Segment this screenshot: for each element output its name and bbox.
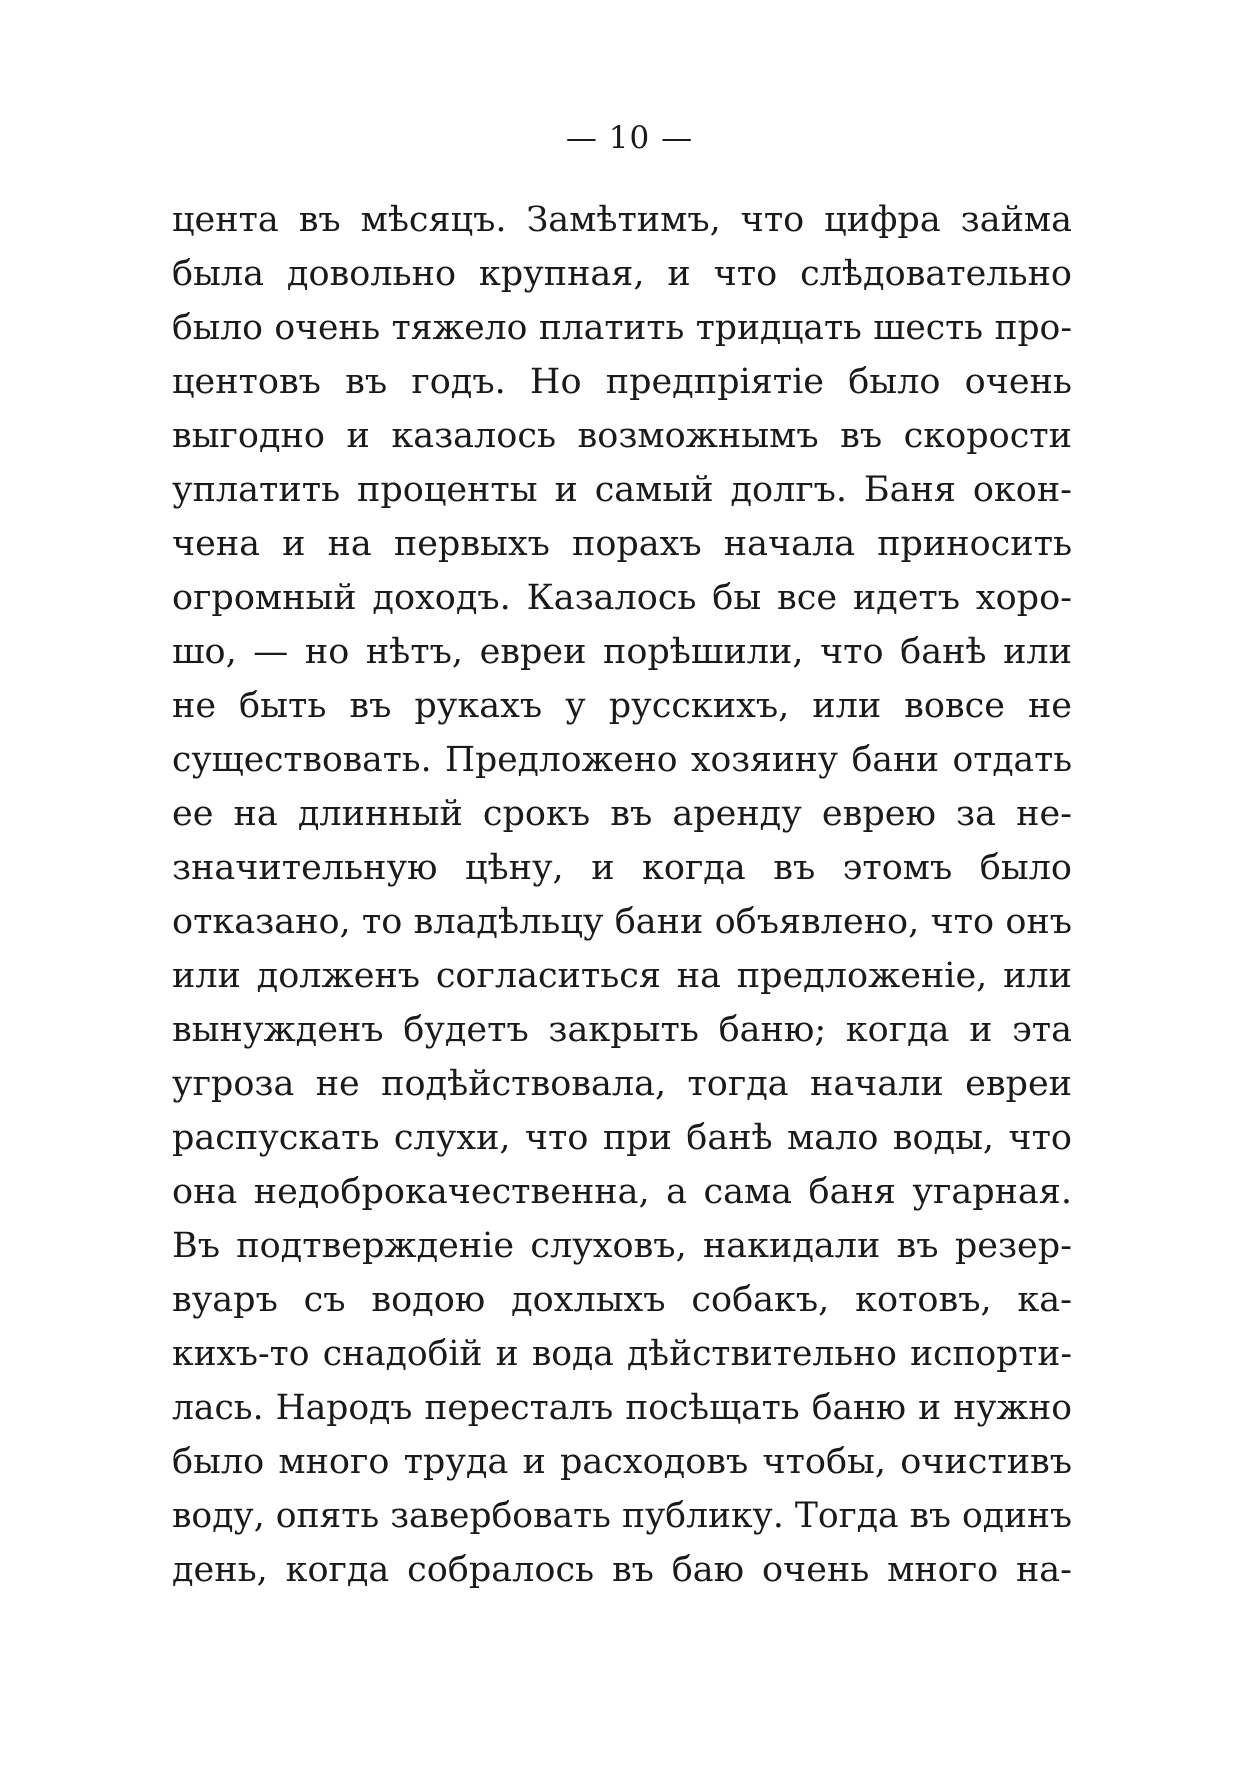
text-line: вынужденъ будетъ закрыть баню; когда и эта bbox=[172, 1010, 1072, 1050]
text-line: огромный доходъ. Казалось бы все идетъ хоро- bbox=[172, 578, 1072, 618]
text-line: было очень тяжело платить тридцать шесть про- bbox=[172, 308, 1072, 348]
text-line: или долженъ согласиться на предложеніе, или bbox=[172, 956, 1072, 996]
text-line: выгодно и казалось возможнымъ въ скорости bbox=[172, 416, 1072, 456]
text-line: воду, опять завербовать публику. Тогда въ одинъ bbox=[172, 1496, 1072, 1536]
page-number: — 10 — bbox=[565, 120, 694, 156]
text-line: Въ подтвержденіе слуховъ, накидали въ резер- bbox=[172, 1226, 1072, 1266]
text-line: она недоброкачественна, а сама баня угарная. bbox=[172, 1172, 1072, 1212]
text-line: уплатить проценты и самый долгъ. Баня окон- bbox=[172, 470, 1072, 510]
text-line: лась. Народъ пересталъ посѣщать баню и нужно bbox=[172, 1388, 1072, 1428]
text-line: кихъ-то снадобій и вода дѣйствительно испорти- bbox=[172, 1334, 1072, 1374]
text-line: не быть въ рукахъ у русскихъ, или вовсе не bbox=[172, 686, 1072, 726]
text-line: чена и на первыхъ порахъ начала приносить bbox=[172, 524, 1072, 564]
text-line: центовъ въ годъ. Но предпріятіе было очень bbox=[172, 362, 1072, 402]
text-line: было много труда и расходовъ чтобы, очистивъ bbox=[172, 1442, 1072, 1482]
text-line: существовать. Предложено хозяину бани отдать bbox=[172, 740, 1072, 780]
text-line: цента въ мѣсяцъ. Замѣтимъ, что цифра займа bbox=[172, 200, 1072, 240]
text-line: день, когда собралось въ баю очень много на- bbox=[172, 1550, 1072, 1590]
text-line: шо, — но нѣтъ, евреи порѣшили, что банѣ или bbox=[172, 632, 1072, 672]
text-line: распускать слухи, что при банѣ мало воды, что bbox=[172, 1118, 1072, 1158]
text-line: значительную цѣну, и когда въ этомъ было bbox=[172, 848, 1072, 888]
text-line: отказано, то владѣльцу бани объявлено, что онъ bbox=[172, 902, 1072, 942]
body-text bbox=[172, 193, 1072, 1597]
text-line: вуаръ съ водою дохлыхъ собакъ, котовъ, ка- bbox=[172, 1280, 1072, 1320]
text-line: ее на длинный срокъ въ аренду еврею за не- bbox=[172, 794, 1072, 834]
text-line: угроза не подѣйствовала, тогда начали евреи bbox=[172, 1064, 1072, 1104]
text-line: была довольно крупная, и что слѣдовательно bbox=[172, 254, 1072, 294]
